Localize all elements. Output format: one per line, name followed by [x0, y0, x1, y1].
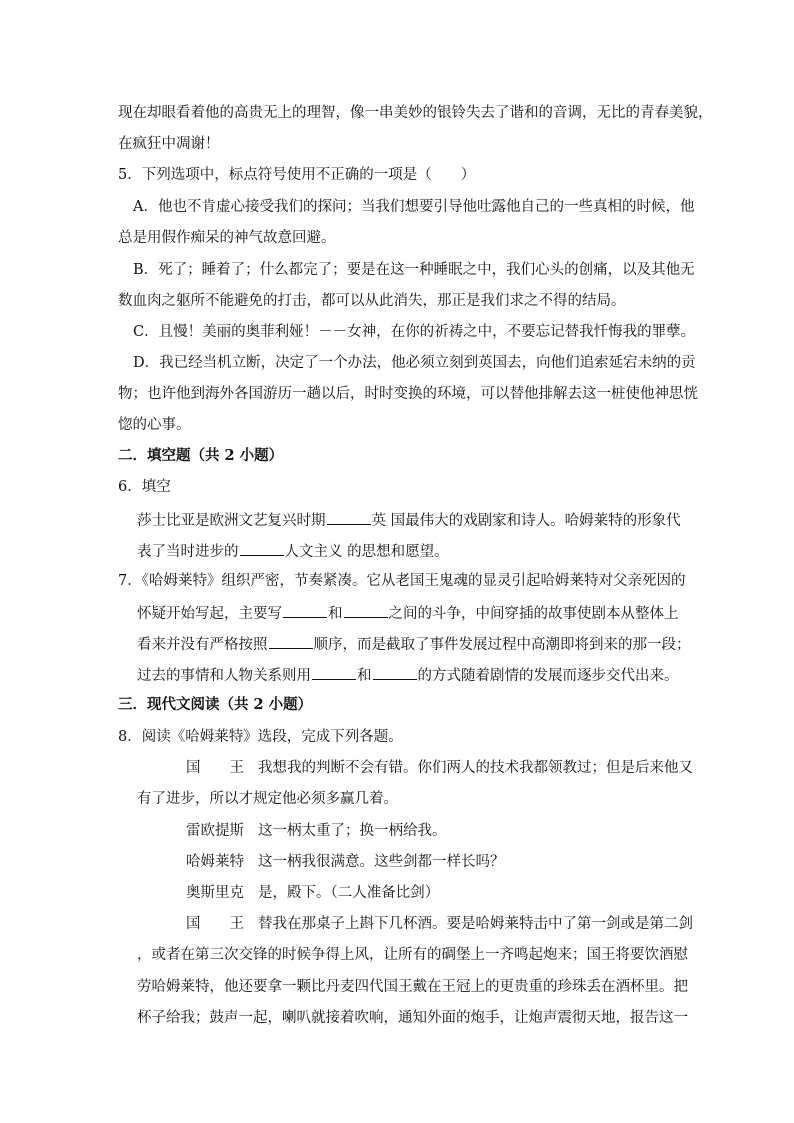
speaker-name: 国 王	[186, 760, 244, 776]
text-segment: 顺序，而是截取了事件发展过程中高潮即将到来的那一段；	[313, 637, 691, 653]
question-7-line	[137, 664, 679, 686]
text-segment: 人文主义 的思想和愿望。	[284, 544, 449, 560]
dialogue-text: 替我在那桌子上斟下几杯酒。要是哈姆莱特击中了第一剑或是第二剑	[258, 916, 693, 932]
section-2-heading: 二．填空题（共 2 小题）	[118, 447, 284, 464]
question-8-stem: 8．阅读《哈姆莱特》选段，完成下列各题。	[118, 729, 403, 745]
passage-continuation-line: 现在却眼看着他的高贵无上的理智，像一串美妙的银铃失去了谐和的音调，无比的青春美貌，	[118, 105, 713, 121]
speaker-name: 雷欧提斯	[186, 823, 244, 839]
question-5-stem: 5．下列选项中，标点符号使用不正确的一项是（ ）	[118, 167, 476, 183]
passage-continuation-line: 在疯狂中凋谢！	[118, 136, 220, 152]
text-segment: 和	[328, 606, 343, 622]
option-b-line: B．死了；睡着了；什么都完了；要是在这一种睡眠之中，我们心头的创痛，以及其他无	[133, 262, 695, 278]
text-segment: 过去的事情和人物关系则用	[137, 668, 311, 684]
dialogue-line	[186, 758, 693, 778]
dialogue-continuation: 劳哈姆莱特，他还要拿一颗比丹麦四代国王戴在王冠上的更贵重的珍珠丢在酒杯里。把	[137, 979, 688, 995]
dialogue-line	[186, 821, 447, 841]
dialogue-continuation: ，或者在第三次交锋的时候争得上风，让所有的碉堡上一齐鸣起炮来；国王将要饮酒慰	[137, 947, 688, 963]
text-segment: 和	[357, 668, 372, 684]
fill-blank[interactable]	[283, 602, 327, 618]
dialogue-text: 我想我的判断不会有错。你们两人的技术我都领教过；但是后来他又	[258, 760, 693, 776]
question-7-line: 7．《哈姆莱特》组织严密，节奏紧凑。它从老国王鬼魂的显灵引起哈姆莱特对父亲死因的	[118, 573, 686, 589]
text-segment: 怀疑开始写起，主要写	[137, 606, 282, 622]
dialogue-line	[186, 852, 505, 872]
text-segment: 之间的斗争，中间穿插的故事使剧本从整体上	[388, 606, 679, 622]
fill-blank[interactable]	[344, 602, 388, 618]
option-a-line: A．他也不肯虚心接受我们的探问；当我们想要引导他吐露他自己的一些真相的时候，他	[133, 199, 695, 215]
dialogue-text: 这一柄太重了；换一柄给我。	[258, 823, 447, 839]
dialogue-text: 是，殿下。（二人准备比剑）	[258, 885, 440, 901]
dialogue-continuation: 杯子给我；鼓声一起，喇叭就接着吹响，通知外面的炮手，让炮声震彻天地，报告这一	[137, 1010, 688, 1026]
section-3-heading: 三．现代文阅读（共 2 小题）	[118, 696, 313, 713]
question-6-line	[137, 540, 449, 562]
dialogue-line	[186, 914, 693, 934]
speaker-name: 奥斯里克	[186, 885, 244, 901]
dialogue-continuation: 有了进步，所以才规定他必须多赢几着。	[137, 791, 398, 807]
question-7-line	[137, 633, 691, 655]
text-segment: 的方式随着剧情的发展而逐步交代出来。	[417, 668, 679, 684]
text-segment: 看来并没有严格按照	[137, 637, 268, 653]
dialogue-line	[186, 883, 439, 903]
option-d-line: D．我已经当机立断，决定了一个办法，他必须立刻到英国去，向他们追索延宕未纳的贡	[133, 355, 696, 371]
question-7-line	[137, 602, 679, 624]
fill-blank[interactable]	[327, 509, 371, 525]
question-6-stem: 6．填空	[118, 479, 171, 495]
option-b-line: 数血肉之躯所不能避免的打击，都可以从此消失，那正是我们求之不得的结局。	[118, 293, 626, 309]
option-a-line: 总是用假作痴呆的神气故意回避。	[118, 230, 336, 246]
speaker-name: 国 王	[186, 916, 244, 932]
text-segment: 英 国最伟大的戏剧家和诗人。哈姆莱特的形象代	[371, 513, 681, 529]
option-d-line: 物；也许他到海外各国游历一趟以后，时时变换的环境，可以替他排解去这一桩使他神思恍	[118, 386, 698, 402]
text-segment: 莎士比亚是欧洲文艺复兴时期	[137, 513, 326, 529]
option-c-line: C．且慢！美丽的奥菲利娅！－－女神，在你的祈祷之中，不要忘记替我忏悔我的罪孽。	[133, 324, 696, 340]
fill-blank[interactable]	[373, 664, 417, 680]
fill-blank[interactable]	[312, 664, 356, 680]
question-6-line	[137, 509, 681, 531]
option-d-line: 惚的心事。	[118, 417, 191, 433]
text-segment: 表了当时进步的	[137, 544, 239, 560]
speaker-name: 哈姆莱特	[186, 854, 244, 870]
fill-blank[interactable]	[269, 633, 313, 649]
fill-blank[interactable]	[240, 540, 284, 556]
dialogue-text: 这一柄我很满意。这些剑都一样长吗？	[258, 854, 505, 870]
